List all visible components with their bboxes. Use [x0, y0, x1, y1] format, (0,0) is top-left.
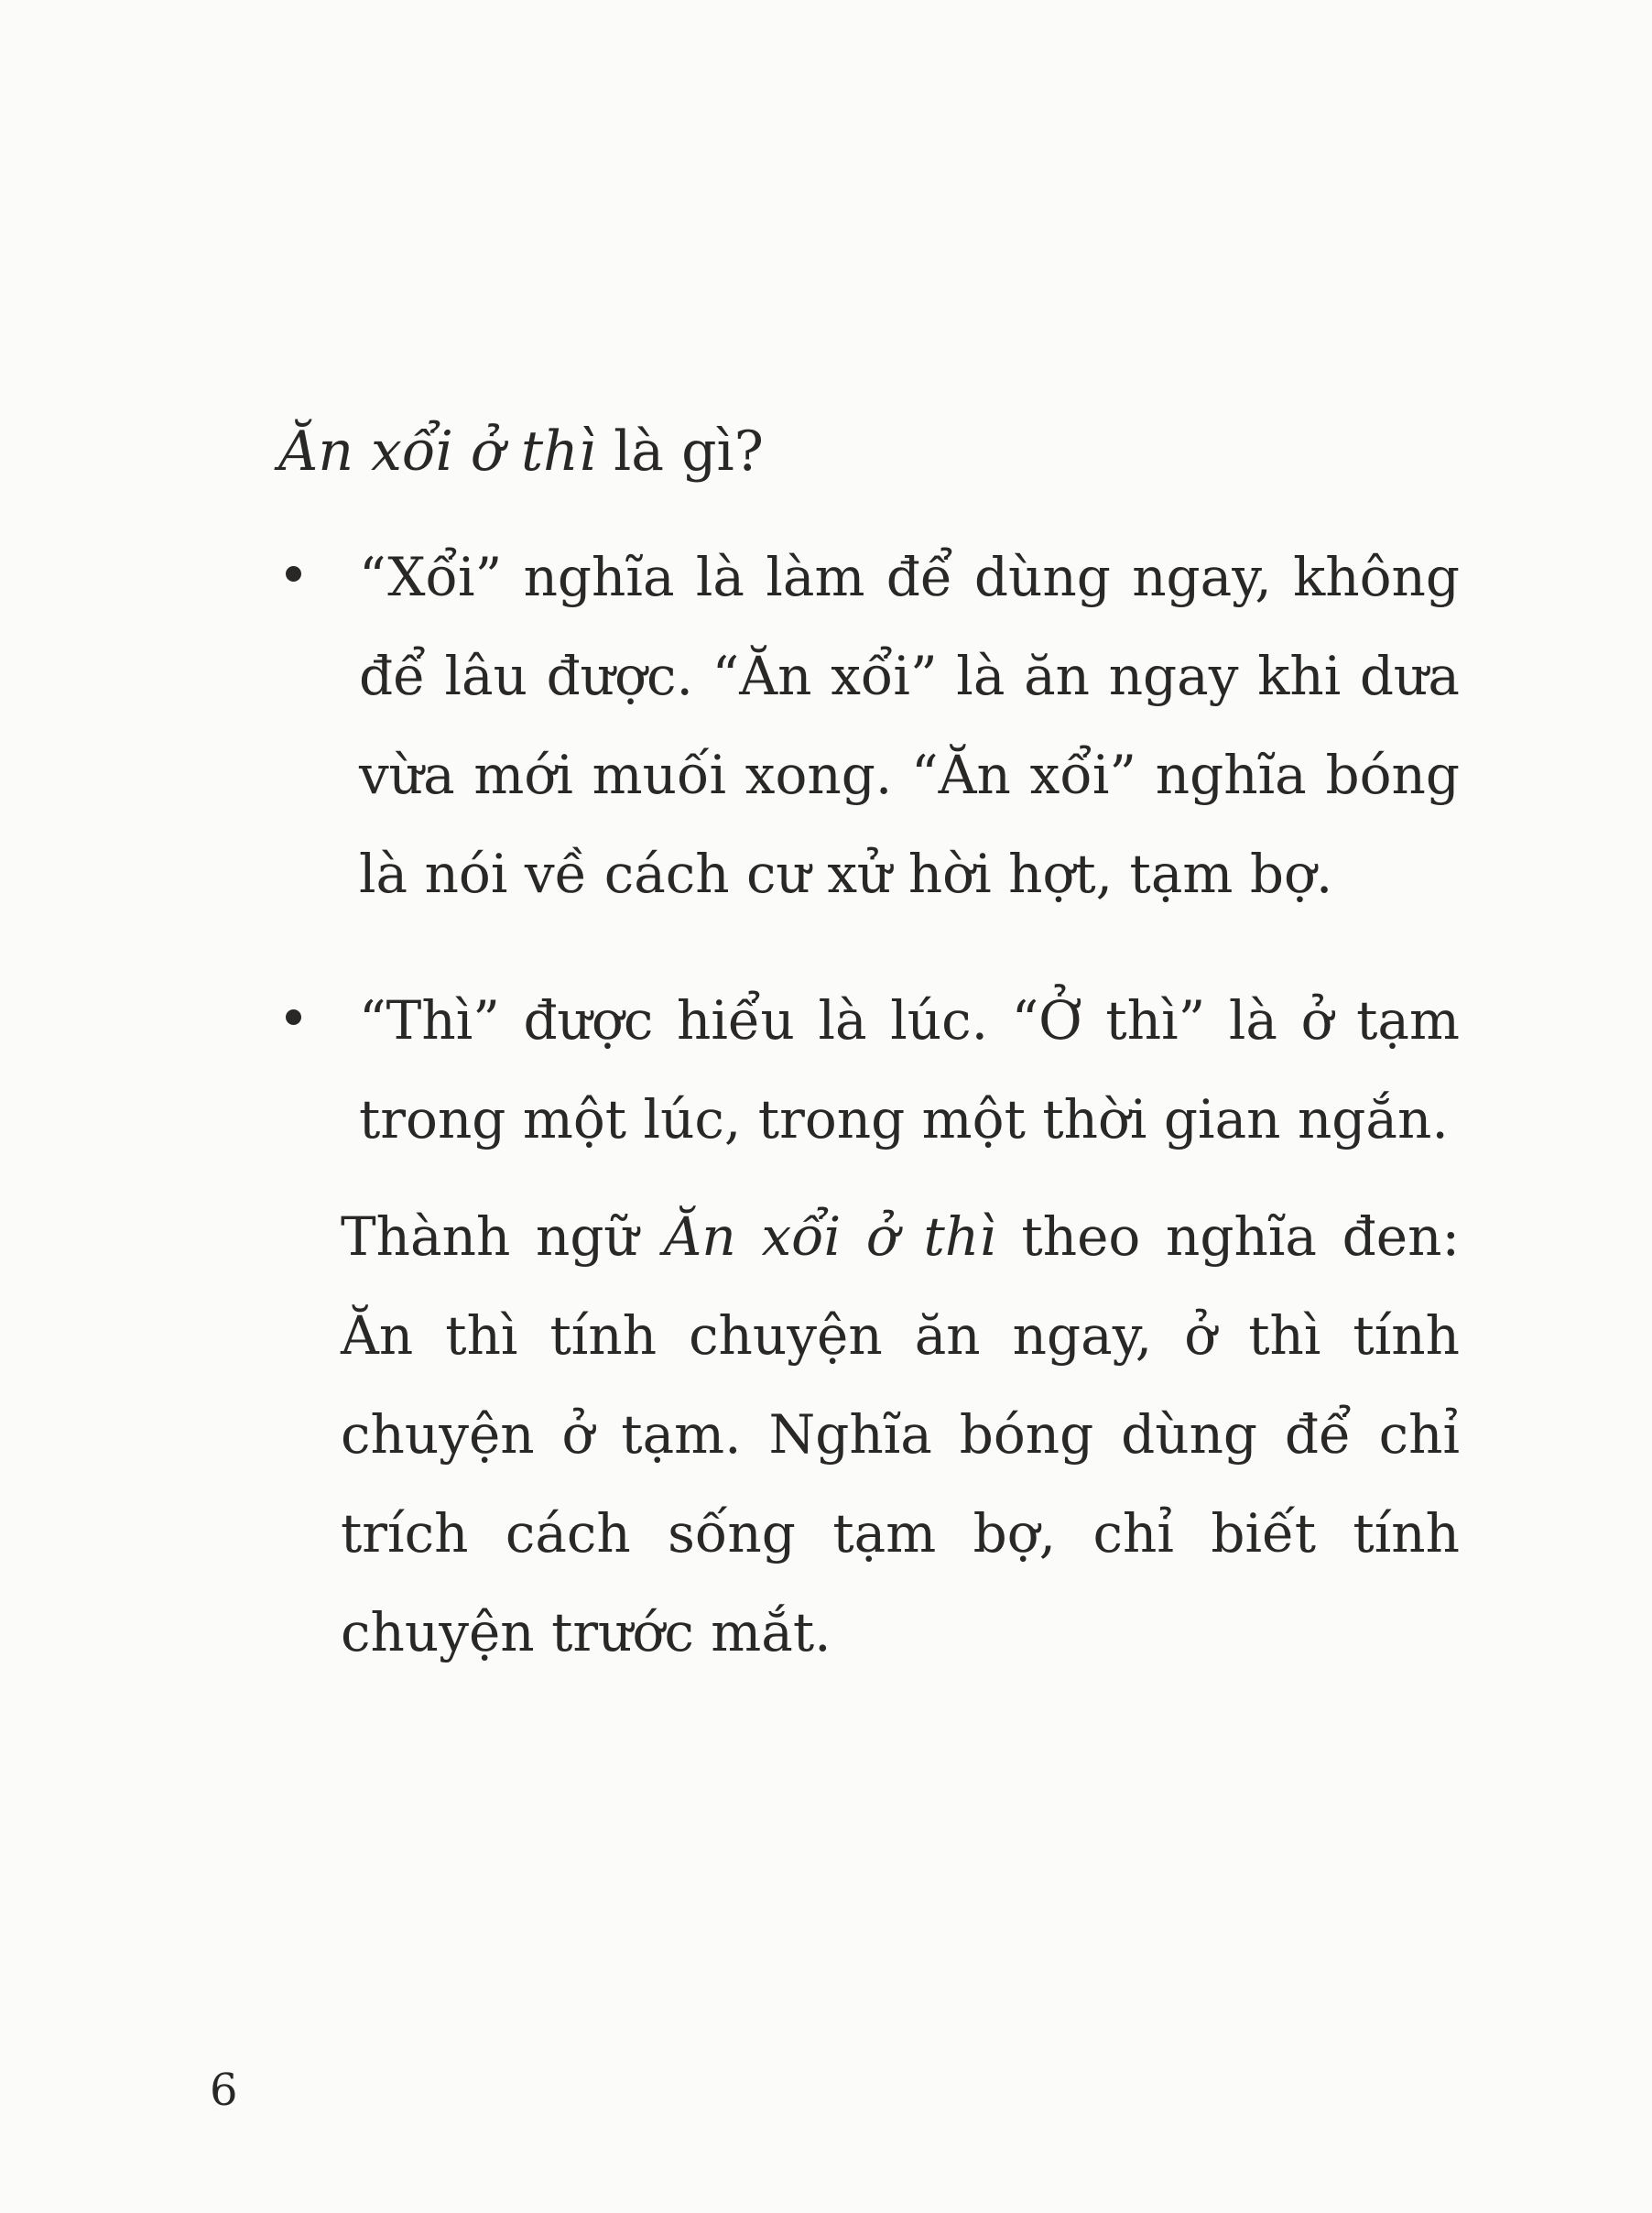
paragraph-text-end: theo nghĩa đen: Ăn thì tính chuyện ăn ngay, ở thì tính chuyện ở tạm. Nghĩa bóng dùng để chỉ trích cách sống tạm bợ, chỉ biết tính chuyện trước mắt. — [341, 1205, 1460, 1663]
paragraph-idiom: Ăn xổi ở thì — [663, 1205, 996, 1268]
bullet-icon — [286, 566, 301, 582]
bullet-icon — [286, 1009, 301, 1025]
list-item — [278, 528, 1460, 923]
list-item-text: “Thì” được hiểu là lúc. “Ở thì” là ở tạm trong một lúc, trong một thời gian ngắn. — [359, 989, 1460, 1150]
summary-paragraph — [341, 1187, 1460, 1682]
heading-question: là gì? — [596, 420, 764, 484]
definition-list — [278, 528, 1460, 1216]
list-item — [278, 971, 1460, 1169]
list-item-text: “Xổi” nghĩa là làm để dùng ngay, không để lâu được. “Ăn xổi” là ăn ngay khi dưa vừa mới muối xong. “Ăn xổi” nghĩa bóng là nói về cách cư xử hời hợt, tạm bợ. — [359, 546, 1460, 905]
section-heading — [278, 417, 764, 486]
paragraph-text-start: Thành ngữ — [341, 1205, 664, 1268]
heading-idiom: Ăn xổi ở thì — [278, 420, 596, 484]
page-number: 6 — [210, 2065, 238, 2116]
